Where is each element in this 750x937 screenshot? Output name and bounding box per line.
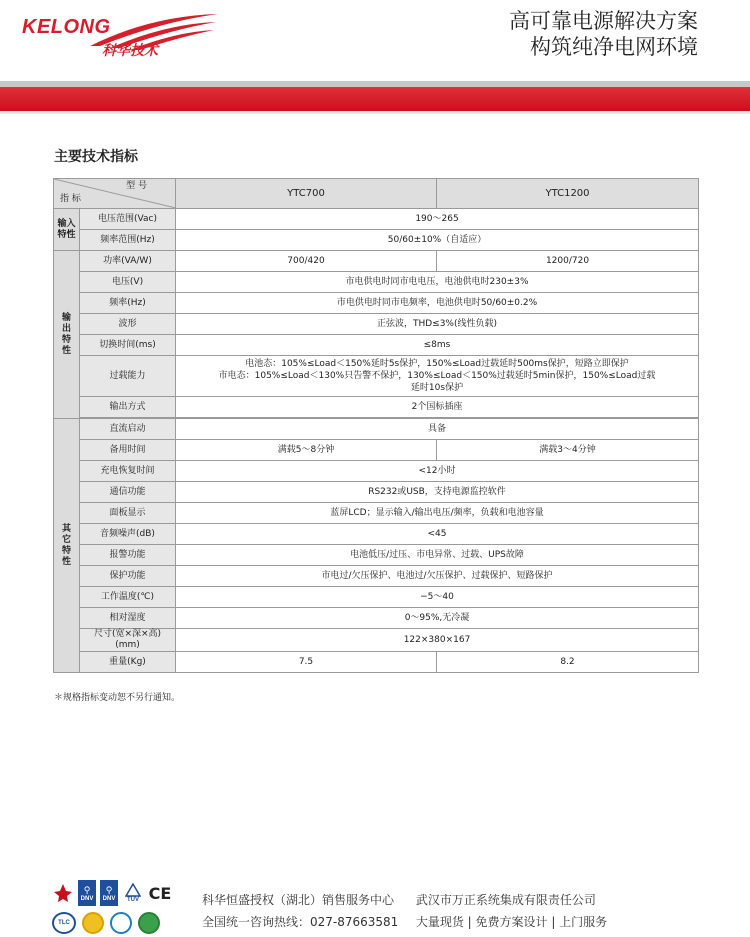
row-value: 市电供电时同市电频率，电池供电时50/60±0.2%: [176, 293, 699, 314]
row-value: 122×380×167: [176, 629, 699, 652]
tlc-cert-icon: [52, 912, 76, 934]
row-value: [176, 356, 699, 397]
footer-company: 武汉市万正系统集成有限责任公司: [415, 893, 596, 907]
table-row: [54, 503, 699, 524]
row-label: 电压范围(Vac): [80, 209, 176, 230]
header-light-band: [0, 111, 750, 114]
section-title: 主要技术指标: [54, 149, 138, 165]
table-row: [54, 440, 699, 461]
footer-row-2: [202, 911, 607, 933]
row-label: 保护功能: [80, 566, 176, 587]
model-header-1: YTC700: [176, 179, 437, 209]
row-label: 输出方式: [80, 397, 176, 418]
table-row: [54, 356, 699, 397]
table-row: [54, 652, 699, 673]
group-other: 其 它 特 性: [54, 419, 80, 673]
ce-label: CE: [148, 883, 172, 903]
row-label: 频率范围(Hz): [80, 230, 176, 251]
footer-sales-center: 科华恒盛授权（湖北）销售服务中心: [202, 893, 395, 907]
row-value: −5～40: [176, 587, 699, 608]
table-row: [54, 566, 699, 587]
row-value-model-2: 满载3～4分钟: [437, 440, 699, 461]
overload-line-1: 电池态：105%≤Load＜150%延时5s保护，150%≤Load过载延时500ms保护，短路立即保护: [245, 359, 629, 369]
tuv-cert-icon: [122, 880, 144, 906]
table-row: [54, 461, 699, 482]
row-value-model-1: 满载5～8分钟: [176, 440, 437, 461]
ce-mark-icon: [146, 882, 174, 904]
table-row: [54, 335, 699, 356]
row-label: 面板显示: [80, 503, 176, 524]
row-value: 市电过/欠压保护、电池过/欠压保护、过载保护、短路保护: [176, 566, 699, 587]
tlc-label: TLC: [58, 920, 70, 926]
row-label: 充电恢复时间: [80, 461, 176, 482]
overload-line-2: 市电态：105%≤Load＜130%只告警不保护，130%≤Load＜150%过载延时5min保护，150%≤Load过载: [218, 371, 656, 381]
row-label: 工作温度(℃): [80, 587, 176, 608]
table-row: [54, 545, 699, 566]
footer-contact: [202, 889, 607, 933]
group-input: 输入 特性: [54, 209, 80, 251]
dnv-1-label: DNV: [80, 895, 94, 902]
table-row: [54, 524, 699, 545]
table-row: [54, 293, 699, 314]
logo-text: KELONG: [22, 16, 111, 38]
table-row: [54, 209, 699, 230]
row-value: 190～265: [176, 209, 699, 230]
row-value: 0～95%,无冷凝: [176, 608, 699, 629]
row-label: 切换时间(ms): [80, 335, 176, 356]
row-label: 备用时间: [80, 440, 176, 461]
certification-logos: [50, 876, 180, 936]
table-row: [54, 314, 699, 335]
dnv-2-label: DNV: [102, 895, 116, 902]
row-label: 波形: [80, 314, 176, 335]
footer-hotline: 全国统一咨询热线：027-87663581: [202, 915, 399, 929]
row-value: 蓝屏LCD；显示输入/输出电压/频率，负载和电池容量: [176, 503, 699, 524]
table-row: [54, 251, 699, 272]
table-row: [54, 230, 699, 251]
energy-cert-icon: [82, 912, 104, 934]
row-label: 过载能力: [80, 356, 176, 397]
row-value-model-1: 700/420: [176, 251, 437, 272]
row-value: 2个国标插座: [176, 397, 699, 418]
row-value: 电池低压/过压、市电异常、过载、UPS故障: [176, 545, 699, 566]
row-value-model-2: 8.2: [437, 652, 699, 673]
model-header-2: YTC1200: [437, 179, 699, 209]
table-corner-cell: [54, 179, 176, 209]
row-label: 功率(VA/W): [80, 251, 176, 272]
page-header: [0, 0, 750, 80]
environment-cert-icon: [138, 912, 160, 934]
row-value: 50/60±10%（自适应）: [176, 230, 699, 251]
tuv-label: TÜV: [127, 897, 139, 903]
overload-line-3: 延时10s保护: [410, 383, 464, 393]
group-output: 输 出 特 性: [54, 251, 80, 419]
header-red-band: [0, 87, 750, 111]
table-row: [54, 419, 699, 440]
row-label: 电压(V): [80, 272, 176, 293]
row-label: 重量(Kg): [80, 652, 176, 673]
row-value: 正弦波，THD≤3%(线性负载): [176, 314, 699, 335]
row-value: RS232或USB，支持电源监控软件: [176, 482, 699, 503]
table-row: [54, 629, 699, 652]
row-label: 频率(Hz): [80, 293, 176, 314]
kelong-logo: [20, 10, 220, 62]
row-label: 报警功能: [80, 545, 176, 566]
row-value: <45: [176, 524, 699, 545]
row-label: 音频噪声(dB): [80, 524, 176, 545]
table-row: [54, 397, 699, 418]
slogan: [509, 8, 698, 60]
row-value: <12小时: [176, 461, 699, 482]
dnv-cert-icon-1: ⚲ DNV: [78, 880, 96, 906]
footer-services: 大量现货 | 免费方案设计 | 上门服务: [415, 915, 608, 929]
footer-row-1: [202, 889, 607, 911]
row-value: 市电供电时同市电电压，电池供电时230±3%: [176, 272, 699, 293]
corner-spec-label: 指 标: [60, 194, 81, 204]
row-value-model-2: 1200/720: [437, 251, 699, 272]
row-value: ≤8ms: [176, 335, 699, 356]
table-row: [54, 272, 699, 293]
logo-subtitle: 科华技术: [102, 42, 158, 58]
slogan-line-2: 构筑纯净电网环境: [530, 35, 698, 59]
table-row: [54, 482, 699, 503]
row-label: 通信功能: [80, 482, 176, 503]
row-value: 具备: [176, 419, 699, 440]
table-row: [54, 587, 699, 608]
ccc-cert-icon: [110, 912, 132, 934]
footnote: ＊规格指标变动恕不另行通知。: [54, 693, 181, 703]
slogan-line-1: 高可靠电源解决方案: [509, 9, 698, 33]
row-label: 尺寸(宽×深×高)(mm): [80, 629, 176, 652]
corner-model-label: 型 号: [126, 181, 147, 191]
china-quality-cert-icon: [52, 882, 74, 904]
dnv-cert-icon-2: ⚲ DNV: [100, 880, 118, 906]
row-label: 直流启动: [80, 419, 176, 440]
spec-table: [53, 178, 699, 673]
row-label: 相对湿度: [80, 608, 176, 629]
table-row: [54, 608, 699, 629]
row-value-model-1: 7.5: [176, 652, 437, 673]
